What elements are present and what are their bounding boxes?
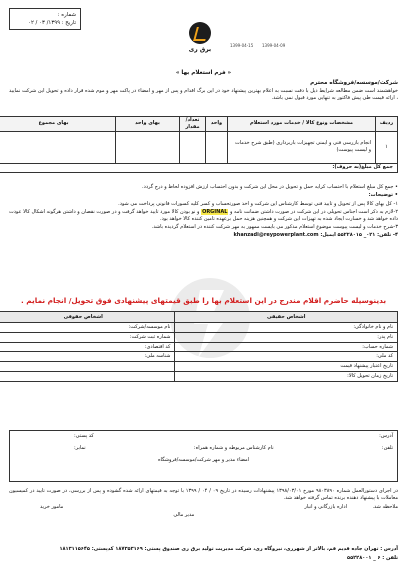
items-table [0, 116, 398, 173]
field-economic-code[interactable]: کد اقتصادی: [0, 342, 175, 352]
row-index: ۱ [376, 131, 398, 163]
fax-label[interactable]: نمابر: [74, 445, 86, 451]
footnote: در اجرای دستورالعمل شماره ۹۸۰۳۸۹۰ مورخ ۱۳۹۸/۰۳/۰۱ پیشنهادات رسیده در تاریخ ۰۹ / ۰۴ / ۱۳۹۹ با توجه به قیمتهای ارائه شده گشوده و پس از بررسی، در صورت تایید در کمیسیون معاملات با پیشنهاد دهنده برنده تماس گرفته خواهد شد. [9, 488, 398, 501]
field-company-name[interactable]: نام موسسه/شرکت: [0, 323, 175, 333]
field-account-number[interactable]: شماره حساب: [175, 342, 398, 352]
signature-buyer: مامور خرید [40, 504, 64, 510]
col-header-unit-price: بهای واحد [116, 117, 180, 132]
row-quantity-cell [180, 131, 206, 163]
table-row [0, 332, 398, 342]
address-label[interactable]: آدرس: [379, 433, 393, 439]
lightning-logo-icon [189, 22, 211, 44]
footer-address: آدرس : تهران جاده قدیم قم، بالاتر از شهرری، نیروگاه ری، شرکت مدیریت تولید برق ری صندوق پستی: ۱۸۷۳۵۳۱۶۹ کدپستی: ۱۸۱۳۱۱۵۶۴۵ [59, 546, 398, 552]
col-header-description: مشخصات ونوع کالا / خدمات مورد استعلام [228, 117, 376, 132]
note-4 [9, 232, 398, 239]
header-number-date-box [9, 8, 81, 30]
col-header-total-price: بهای مجموع [0, 117, 116, 132]
reference-date-right: 1399-04-15 [230, 43, 254, 48]
red-notice: بدینوسیله حاضرم اقلام مندرج در این استعلام بها را طبق قیمتهای پیشنهادی فوق تحویل/ انجام نمایم . [20, 296, 387, 305]
phone-label[interactable]: تلفن: [381, 445, 393, 451]
total-row [0, 163, 398, 172]
intro-paragraph: خواهشمند است ضمن مطالعه شرایط ذیل با دقت نسبت به اعلام بهترین پیشنهاد خود در این برگ اقدام و پس از مهر و امضاء در پاکت مهر و موم شده قرار داده و تحویل این شرکت نمایید ، ارائه قیمت طی پیش فاکتور به تنهایی مورد قبول نمی باشد. [9, 88, 398, 101]
row-unit-price-cell [116, 131, 180, 163]
col-header-quantity: تعداد/مقدار [180, 117, 206, 132]
note-3: ۳-شرح خدمات و لیست پیوست موضوع استعلام مذکور می بایست ممهور به مهر شرکت کننده در استعلام گردیده باشد. [151, 224, 398, 231]
signatures-row [40, 504, 347, 519]
notes-heading: • توضیحات: [368, 192, 398, 199]
col-header-natural-persons: اشخاص حقیقی [175, 312, 398, 323]
footer-phone: تلفن : ۶ _ ۵۵۲۲۸۰۰۱ [347, 554, 398, 561]
date-label: تاریخ : ۱۳۹۹/ ۰۳ / ۰۲ [28, 20, 76, 27]
field-father-name[interactable]: نام پدر: [175, 332, 398, 342]
table-row [0, 131, 398, 163]
signature-commerce: اداره بازرگانی و انبار [304, 504, 347, 510]
col-header-unit: واحد [206, 117, 228, 132]
field-national-code[interactable]: کد ملی: [175, 352, 398, 362]
row-total-price-cell [0, 131, 116, 163]
field-registration-number[interactable]: شماره ثبت شرکت: [0, 332, 175, 342]
signature-label[interactable]: امضاء مدیر و مهر شرکت/موسسه/فروشگاه [157, 457, 250, 463]
table-row [0, 323, 398, 333]
reference-date-left: 1399-04-09 [262, 43, 286, 48]
note-1: ۱- کل بهای کالا پس از تحویل و تایید فنی توسط کارشناس این شرکت و اخذ صورتحساب و کسر کلیه کسورات قانونی پرداخت می شود. [118, 200, 398, 207]
email-link[interactable]: khanzadi@reypowerplant.com [233, 232, 319, 239]
col-header-legal-entities: اشخاص حقوقی [0, 312, 175, 323]
field-full-name[interactable]: نام و نام خانوادگی: [175, 323, 398, 333]
postal-code-label[interactable]: کد پستی: [74, 433, 94, 439]
noted-label: ملاحظه شد. [372, 504, 398, 510]
table-row [0, 342, 398, 352]
row-unit-cell [206, 131, 228, 163]
table-row [0, 362, 398, 372]
col-header-index: ردیف [376, 117, 398, 132]
addressee: شرکت/موسسه/فروشگاه محترم [310, 80, 398, 86]
field-delivery-date[interactable]: تاریخ زمان تحویل کالا: [175, 371, 398, 381]
table-row [0, 371, 398, 381]
total-label: جمع کل مبلغ(به حروف): [0, 163, 398, 172]
signature-finance: مدیر مالی [173, 512, 195, 518]
info-table [0, 311, 398, 382]
field-price-validity-date[interactable]: تاریخ اعتبار پیشنهاد قیمت [175, 362, 398, 372]
note-2-part-a: ۲-لازم به ذکر است اجناس تحویلی در این شرکت در صورت داشتن ضمانت نامه و [230, 209, 399, 216]
table-row [0, 352, 398, 362]
field-empty [0, 362, 175, 372]
original-highlight: ORGINAL [202, 209, 228, 216]
footer [9, 546, 398, 562]
number-label: شماره : [57, 12, 76, 18]
note-2 [9, 209, 398, 223]
form-title: « فرم استعلام بها » [175, 70, 232, 76]
note-total: • جمع کل مبلغ استعلام با احتساب کرایه حمل و تحویل در محل این شرکت و بدون احتساب ارزش افزوده لحاظ و درج گردد. [142, 184, 398, 190]
notes-section [9, 184, 398, 241]
expert-label[interactable]: نام کارشناس مربوطه و شماره همراه: [193, 445, 274, 451]
field-empty [0, 371, 175, 381]
note-2-part-b: و نو بودن کالا مورد تایید خواهد گرفت و در صورت نقصان و داشتن هرگونه اشکال کالا عودت داده خواهد شد و خسارت ایجاد شده به تهیزات این شرکت و همچنین هزینه حمل برعهده تامین کننده کالا خواهد بود. [9, 209, 398, 222]
logo-text: برق ری [188, 46, 212, 53]
row-description: انجام بازرسی فنی و ایمنی تجهیزات باربرداری (طبق شرح خدمات و لیست پیوست) [228, 131, 376, 163]
phone-text: ۴- تلفن: ۰۲۱_ ۵۵۲۲۸۰۱۵ ایمیل: [320, 232, 398, 239]
address-box [9, 430, 398, 482]
field-national-id[interactable]: شناسه ملی: [0, 352, 175, 362]
company-logo [182, 22, 218, 60]
